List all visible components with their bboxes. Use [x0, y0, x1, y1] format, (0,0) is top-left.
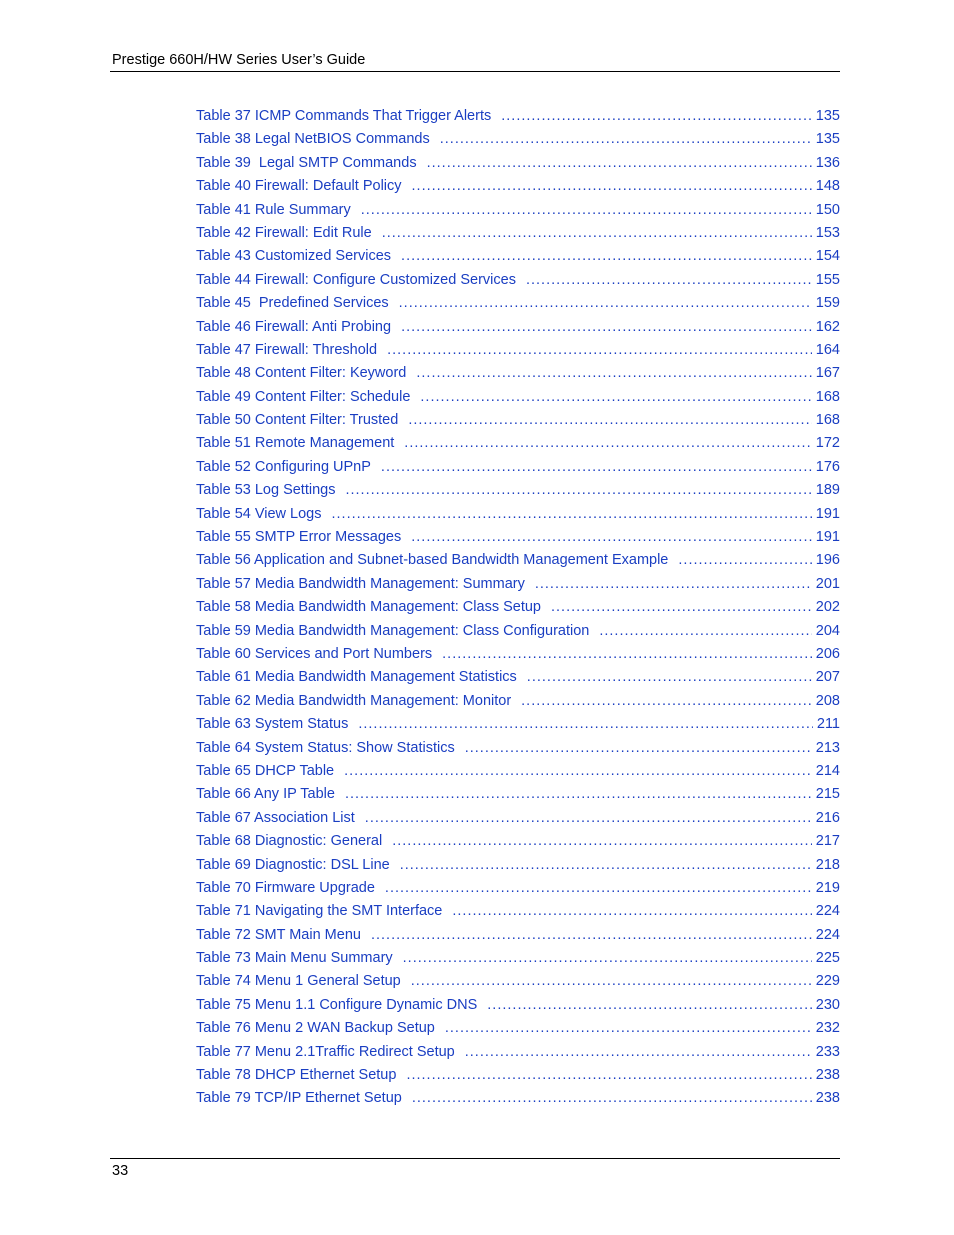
toc-entry-page: 167 — [815, 365, 840, 382]
toc-entry-label: Table 62 Media Bandwidth Management: Monitor — [196, 692, 512, 709]
toc-entry[interactable] — [196, 970, 840, 993]
toc-entry-label: Table 37 ICMP Commands That Trigger Alerts — [196, 108, 492, 124]
toc-entry-page: 219 — [815, 879, 840, 896]
toc-entry[interactable] — [196, 339, 840, 362]
toc-entry-label: Table 49 Content Filter: Schedule — [196, 388, 411, 405]
toc-entry-page: 218 — [815, 856, 840, 873]
toc-entry[interactable] — [196, 760, 840, 783]
toc-entry-label: Table 40 Firewall: Default Policy — [196, 178, 402, 195]
toc-entry-page: 150 — [815, 201, 840, 218]
toc-entry-page: 207 — [815, 669, 840, 686]
toc-entry-label: Table 60 Services and Port Numbers — [196, 645, 433, 662]
toc-entry-page: 176 — [815, 458, 840, 475]
toc-entry[interactable] — [196, 503, 840, 526]
dot-leader — [358, 713, 813, 736]
toc-entry[interactable] — [196, 549, 840, 572]
dot-leader — [382, 222, 812, 245]
toc-entry-label: Table 69 Diagnostic: DSL Line — [196, 856, 390, 873]
dot-leader — [527, 666, 812, 689]
toc-entry-label: Table 65 DHCP Table — [196, 762, 335, 779]
toc-entry-label: Table 78 DHCP Ethernet Setup — [196, 1067, 397, 1084]
toc-entry-page: 135 — [815, 131, 840, 148]
toc-entry-label: Table 47 Firewall: Threshold — [196, 341, 378, 358]
toc-entry-page: 154 — [815, 248, 840, 265]
dot-leader — [465, 1041, 812, 1064]
dot-leader — [551, 596, 812, 619]
toc-entry-label: Table 52 Configuring UPnP — [196, 458, 371, 475]
dot-leader — [332, 503, 812, 526]
toc-entry[interactable] — [196, 526, 840, 549]
toc-entry-page: 217 — [815, 833, 840, 850]
dot-leader — [412, 1087, 812, 1110]
toc-entry-page: 162 — [815, 318, 840, 335]
toc-entry-label: Table 42 Firewall: Edit Rule — [196, 224, 372, 241]
toc-entry[interactable] — [196, 222, 840, 245]
toc-entry[interactable] — [196, 924, 840, 947]
toc-entry-label: Table 74 Menu 1 General Setup — [196, 973, 401, 990]
footer-divider — [110, 1158, 840, 1159]
toc-entry[interactable] — [196, 666, 840, 689]
toc-entry-label: Table 53 Log Settings — [196, 482, 336, 499]
dot-leader — [401, 316, 812, 339]
dot-leader — [361, 199, 812, 222]
toc-entry-label: Table 66 Any IP Table — [196, 786, 335, 803]
toc-entry[interactable] — [196, 573, 840, 596]
dot-leader — [465, 737, 812, 760]
dot-leader — [408, 409, 811, 432]
toc-entry[interactable] — [196, 292, 840, 315]
toc-entry-label: Table 79 TCP/IP Ethernet Setup — [196, 1090, 402, 1107]
dot-leader — [501, 105, 812, 128]
toc-entry-page: 196 — [815, 552, 840, 569]
dot-leader — [365, 807, 812, 830]
toc-entry-label: Table 50 Content Filter: Trusted — [196, 412, 399, 429]
dot-leader — [427, 152, 812, 175]
dot-leader — [599, 620, 811, 643]
toc-entry-label: Table 71 Navigating the SMT Interface — [196, 903, 443, 920]
toc-entry-page: 206 — [815, 645, 840, 662]
dot-leader — [399, 292, 812, 315]
toc-entry[interactable] — [196, 105, 840, 128]
toc-entry-label: Table 56 Application and Subnet-based Bandwidth Management Example — [196, 552, 669, 569]
toc-entry-label: Table 77 Menu 2.1Traffic Redirect Setup — [196, 1043, 455, 1060]
toc-entry-page: 164 — [815, 341, 840, 358]
toc-entry-page: 216 — [815, 809, 840, 826]
toc-entry-label: Table 64 System Status: Show Statistics — [196, 739, 455, 756]
dot-leader — [403, 947, 812, 970]
toc-entry-page: 135 — [815, 108, 840, 124]
dot-leader — [400, 854, 812, 877]
toc-entry-page: 213 — [815, 739, 840, 756]
toc-entry[interactable] — [196, 409, 840, 432]
toc-entry-page: 211 — [816, 716, 840, 733]
toc-entry[interactable] — [196, 199, 840, 222]
toc-entry[interactable] — [196, 1017, 840, 1040]
dot-leader — [521, 690, 812, 713]
toc-entry-page: 201 — [815, 575, 840, 592]
toc-entry-label: Table 38 Legal NetBIOS Commands — [196, 131, 430, 148]
toc-entry-page: 191 — [815, 505, 840, 522]
toc-entry-page: 168 — [815, 388, 840, 405]
toc-entry-page: 238 — [815, 1090, 840, 1107]
toc-entry[interactable] — [196, 713, 840, 736]
toc-entry[interactable] — [196, 854, 840, 877]
dot-leader — [385, 877, 812, 900]
dot-leader — [345, 479, 811, 502]
toc-entry[interactable] — [196, 900, 840, 923]
toc-entry[interactable] — [196, 620, 840, 643]
toc-entry-label: Table 48 Content Filter: Keyword — [196, 365, 407, 382]
dot-leader — [411, 526, 812, 549]
toc-entry-page: 155 — [815, 271, 840, 288]
toc-entry[interactable] — [196, 269, 840, 292]
dot-leader — [442, 643, 812, 666]
page-number: 33 — [112, 1163, 129, 1179]
toc-entry[interactable] — [196, 994, 840, 1017]
toc-entry[interactable] — [196, 877, 840, 900]
dot-leader — [678, 549, 811, 572]
dot-leader — [535, 573, 812, 596]
toc-entry[interactable] — [196, 128, 840, 151]
toc-entry[interactable] — [196, 1087, 840, 1110]
toc-entry-label: Table 76 Menu 2 WAN Backup Setup — [196, 1020, 435, 1037]
header-title: Prestige 660H/HW Series User’s Guide — [112, 52, 366, 68]
toc-entry[interactable] — [196, 386, 840, 409]
toc-entry-page: 225 — [815, 950, 840, 967]
toc-entry-label: Table 72 SMT Main Menu — [196, 926, 361, 943]
toc-entry[interactable] — [196, 596, 840, 619]
toc-entry-page: 233 — [815, 1043, 840, 1060]
toc-entry-page: 153 — [815, 224, 840, 241]
toc-entry-label: Table 45 Predefined Services — [196, 295, 389, 312]
toc-entry-page: 191 — [815, 529, 840, 546]
toc-entry-page: 204 — [815, 622, 840, 639]
toc-entry-label: Table 59 Media Bandwidth Management: Class Configuration — [196, 622, 590, 639]
dot-leader — [371, 924, 812, 947]
toc-entry[interactable] — [196, 152, 840, 175]
dot-leader — [344, 760, 812, 783]
toc-entry[interactable] — [196, 362, 840, 385]
toc-entry[interactable] — [196, 830, 840, 853]
dot-leader — [487, 994, 812, 1017]
dot-leader — [381, 456, 812, 479]
header-divider — [110, 71, 840, 72]
dot-leader — [440, 128, 812, 151]
toc-entry-label: Table 68 Diagnostic: General — [196, 833, 383, 850]
toc-entry-page: 214 — [815, 762, 840, 779]
toc-entry[interactable] — [196, 947, 840, 970]
toc-entry-label: Table 54 View Logs — [196, 505, 322, 522]
toc-entry-label: Table 70 Firmware Upgrade — [196, 879, 375, 896]
toc-entry[interactable] — [196, 175, 840, 198]
toc-entry[interactable] — [196, 783, 840, 806]
toc-entry[interactable] — [196, 432, 840, 455]
toc-entry[interactable] — [196, 807, 840, 830]
toc-entry-label: Table 57 Media Bandwidth Management: Summary — [196, 575, 525, 592]
toc-entry[interactable] — [196, 1041, 840, 1064]
toc-entry-page: 230 — [815, 996, 840, 1013]
toc-entry-page: 238 — [815, 1067, 840, 1084]
toc-entry[interactable] — [196, 245, 840, 268]
dot-leader — [401, 245, 812, 268]
toc-entry-label: Table 63 System Status — [196, 716, 349, 733]
dot-leader — [406, 1064, 811, 1087]
dot-leader — [420, 386, 811, 409]
toc-entry-label: Table 55 SMTP Error Messages — [196, 529, 402, 546]
toc-entry[interactable] — [196, 1064, 840, 1087]
dot-leader — [412, 175, 812, 198]
toc-entry-label: Table 67 Association List — [196, 809, 355, 826]
toc-entry-page: 229 — [815, 973, 840, 990]
dot-leader — [392, 830, 812, 853]
toc-entry-page: 168 — [815, 412, 840, 429]
toc-entry-page: 148 — [815, 178, 840, 195]
dot-leader — [404, 432, 812, 455]
toc-entry[interactable] — [196, 737, 840, 760]
toc-entry-label: Table 75 Menu 1.1 Configure Dynamic DNS — [196, 996, 478, 1013]
toc-entry-label: Table 58 Media Bandwidth Management: Class Setup — [196, 599, 541, 616]
toc-entry-page: 189 — [815, 482, 840, 499]
toc-entry-page: 224 — [815, 926, 840, 943]
toc-entry-label: Table 51 Remote Management — [196, 435, 395, 452]
toc-entry[interactable] — [196, 643, 840, 666]
toc-entry[interactable] — [196, 316, 840, 339]
dot-leader — [416, 362, 811, 385]
toc-entry-page: 208 — [815, 692, 840, 709]
toc-entry-page: 159 — [815, 295, 840, 312]
dot-leader — [452, 900, 811, 923]
dot-leader — [526, 269, 812, 292]
dot-leader — [411, 970, 812, 993]
toc-entry[interactable] — [196, 690, 840, 713]
toc-entry-page: 136 — [815, 154, 840, 171]
toc-entry-page: 172 — [815, 435, 840, 452]
toc-entry-page: 232 — [815, 1020, 840, 1037]
dot-leader — [445, 1017, 812, 1040]
toc-entry-label: Table 46 Firewall: Anti Probing — [196, 318, 392, 335]
dot-leader — [345, 783, 812, 806]
toc-entry-page: 202 — [815, 599, 840, 616]
table-of-contents-list — [196, 105, 840, 1111]
toc-entry-label: Table 39 Legal SMTP Commands — [196, 154, 417, 171]
toc-entry-label: Table 43 Customized Services — [196, 248, 392, 265]
toc-entry[interactable] — [196, 456, 840, 479]
toc-entry-label: Table 41 Rule Summary — [196, 201, 351, 218]
toc-entry-label: Table 44 Firewall: Configure Customized Services — [196, 271, 516, 288]
toc-entry[interactable] — [196, 479, 840, 502]
toc-entry-label: Table 61 Media Bandwidth Management Statistics — [196, 669, 517, 686]
toc-entry-label: Table 73 Main Menu Summary — [196, 950, 393, 967]
toc-entry-page: 215 — [815, 786, 840, 803]
dot-leader — [387, 339, 812, 362]
toc-entry-page: 224 — [815, 903, 840, 920]
